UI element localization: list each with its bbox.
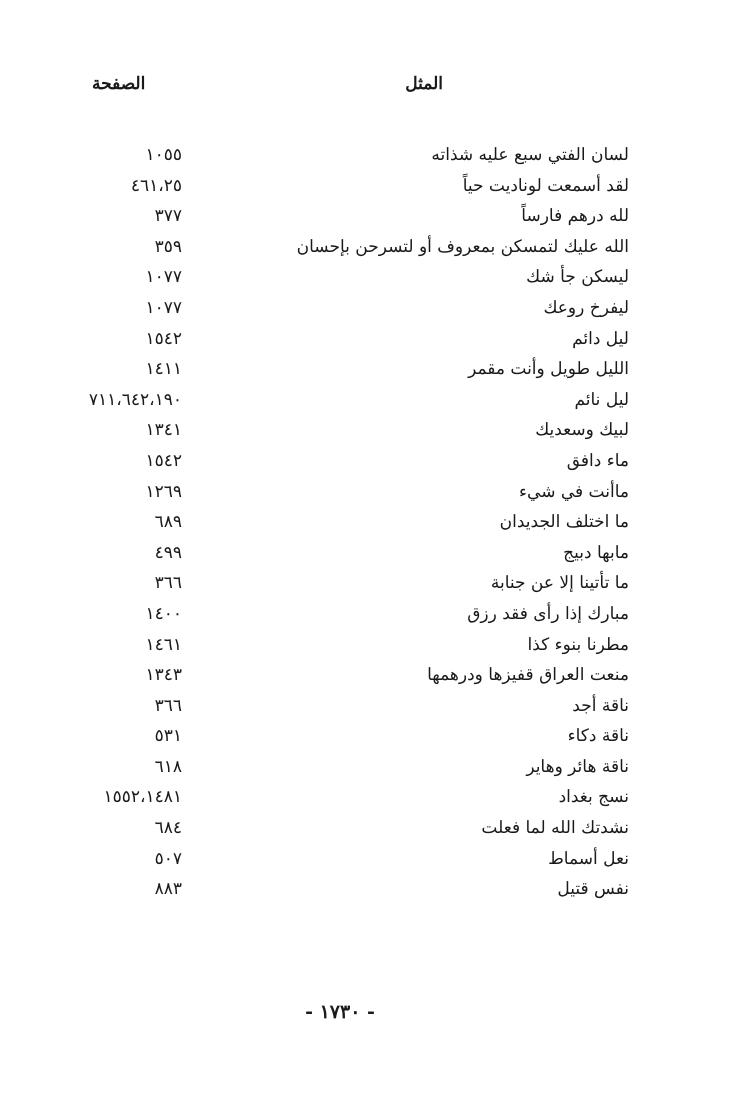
page-reference: ١٤٦١ xyxy=(145,634,182,655)
column-header-page: الصفحة xyxy=(92,74,146,94)
list-item xyxy=(0,263,752,294)
page-reference: ١٣٤٣ xyxy=(145,665,182,686)
list-item xyxy=(0,539,752,570)
list-item xyxy=(0,202,752,233)
list-item xyxy=(0,783,752,814)
proverb-text: ماأنت في شيء xyxy=(519,481,629,502)
proverb-text: لسان الفتي سبع عليه شذاته xyxy=(431,145,629,165)
proverb-text: نعل أسماط xyxy=(548,848,629,869)
list-item xyxy=(0,233,752,264)
column-header-proverb: المثل xyxy=(405,74,443,94)
page-reference: ١٤٠٠ xyxy=(145,603,182,624)
page-reference: ١٥٤٢ xyxy=(145,450,182,471)
proverb-text: مابها دبيج xyxy=(563,542,629,563)
proverb-text: ليل نائم xyxy=(574,389,629,410)
list-item xyxy=(0,416,752,447)
proverb-text: منعت العراق قفيزها ودرهمها xyxy=(427,665,629,686)
proverb-text: ناقة دكاء xyxy=(567,726,629,747)
list-item xyxy=(0,722,752,753)
proverb-text: نشدتك الله لما فعلت xyxy=(481,818,629,839)
list-item xyxy=(0,478,752,509)
proverb-text: ناقة هائر وهاير xyxy=(526,756,629,777)
page-reference: ٤٩٩ xyxy=(154,542,182,563)
page-reference: ٧١١،٦٤٢،١٩٠ xyxy=(88,389,182,410)
page-reference: ٣٦٦ xyxy=(154,695,182,716)
proverb-text: نفس قتيل xyxy=(557,879,629,900)
proverb-text: مبارك إذا رأى فقد رزق xyxy=(467,603,629,624)
page-reference: ١٠٧٧ xyxy=(145,267,182,288)
page-reference: ٦٨٩ xyxy=(154,512,182,533)
proverb-index-list xyxy=(0,141,752,906)
proverb-text: ليل دائم xyxy=(572,328,629,349)
list-item xyxy=(0,845,752,876)
page-reference: ٥٠٧ xyxy=(154,848,182,869)
list-item xyxy=(0,294,752,325)
proverb-text: ما تأتينا إلا عن جنابة xyxy=(490,573,629,594)
page-reference: ٦١٨ xyxy=(154,756,182,777)
list-item xyxy=(0,355,752,386)
list-item xyxy=(0,661,752,692)
proverb-text: ما اختلف الجديدان xyxy=(499,512,629,533)
list-item xyxy=(0,141,752,172)
list-item xyxy=(0,600,752,631)
page-reference: ٥٣١ xyxy=(154,726,182,747)
list-item xyxy=(0,692,752,723)
proverb-text: الله عليك لتمسكن بمعروف أو لتسرحن بإحسان xyxy=(296,236,629,257)
list-item xyxy=(0,386,752,417)
proverb-text: لقد أسمعت لوناديت حياً xyxy=(462,175,629,196)
list-item xyxy=(0,172,752,203)
page-reference: ١٥٤٢ xyxy=(145,328,182,349)
list-item xyxy=(0,325,752,356)
page-reference: ٣٦٦ xyxy=(154,573,182,594)
page-reference: ١٥٥٢،١٤٨١ xyxy=(103,787,182,808)
list-item xyxy=(0,508,752,539)
proverb-text: مطرنا بنوء كذا xyxy=(527,634,629,655)
proverb-text: ماء دافق xyxy=(566,450,629,471)
page-reference: ٣٧٧ xyxy=(154,206,182,227)
page-reference: ٣٥٩ xyxy=(154,236,182,257)
page-number: - ١٧٣٠ - xyxy=(305,1001,375,1023)
proverb-text: لبيك وسعديك xyxy=(535,420,629,441)
list-item xyxy=(0,447,752,478)
proverb-text: ليفرخ روعك xyxy=(543,297,629,318)
page-reference: ١٠٧٧ xyxy=(145,297,182,318)
proverb-text: ليسكن جأ شك xyxy=(526,267,629,288)
page-reference: ٦٨٤ xyxy=(154,818,182,839)
proverb-text: لله درهم فارساً xyxy=(521,206,629,227)
page-reference: ١٤١١ xyxy=(145,359,182,380)
proverb-text: نسج بغداد xyxy=(558,787,629,808)
proverb-text: الليل طويل وأنت مقمر xyxy=(468,359,629,380)
list-item xyxy=(0,569,752,600)
list-item xyxy=(0,631,752,662)
page-reference: ١٢٦٩ xyxy=(145,481,182,502)
list-item xyxy=(0,814,752,845)
page-reference: ٤٦١،٢٥ xyxy=(130,175,182,196)
list-item xyxy=(0,753,752,784)
page-reference: ١٠٥٥ xyxy=(145,145,182,165)
proverb-text: ناقة أجد xyxy=(572,695,629,716)
page-reference: ١٣٤١ xyxy=(145,420,182,441)
page-reference: ٨٨٣ xyxy=(154,879,182,900)
list-item xyxy=(0,875,752,906)
